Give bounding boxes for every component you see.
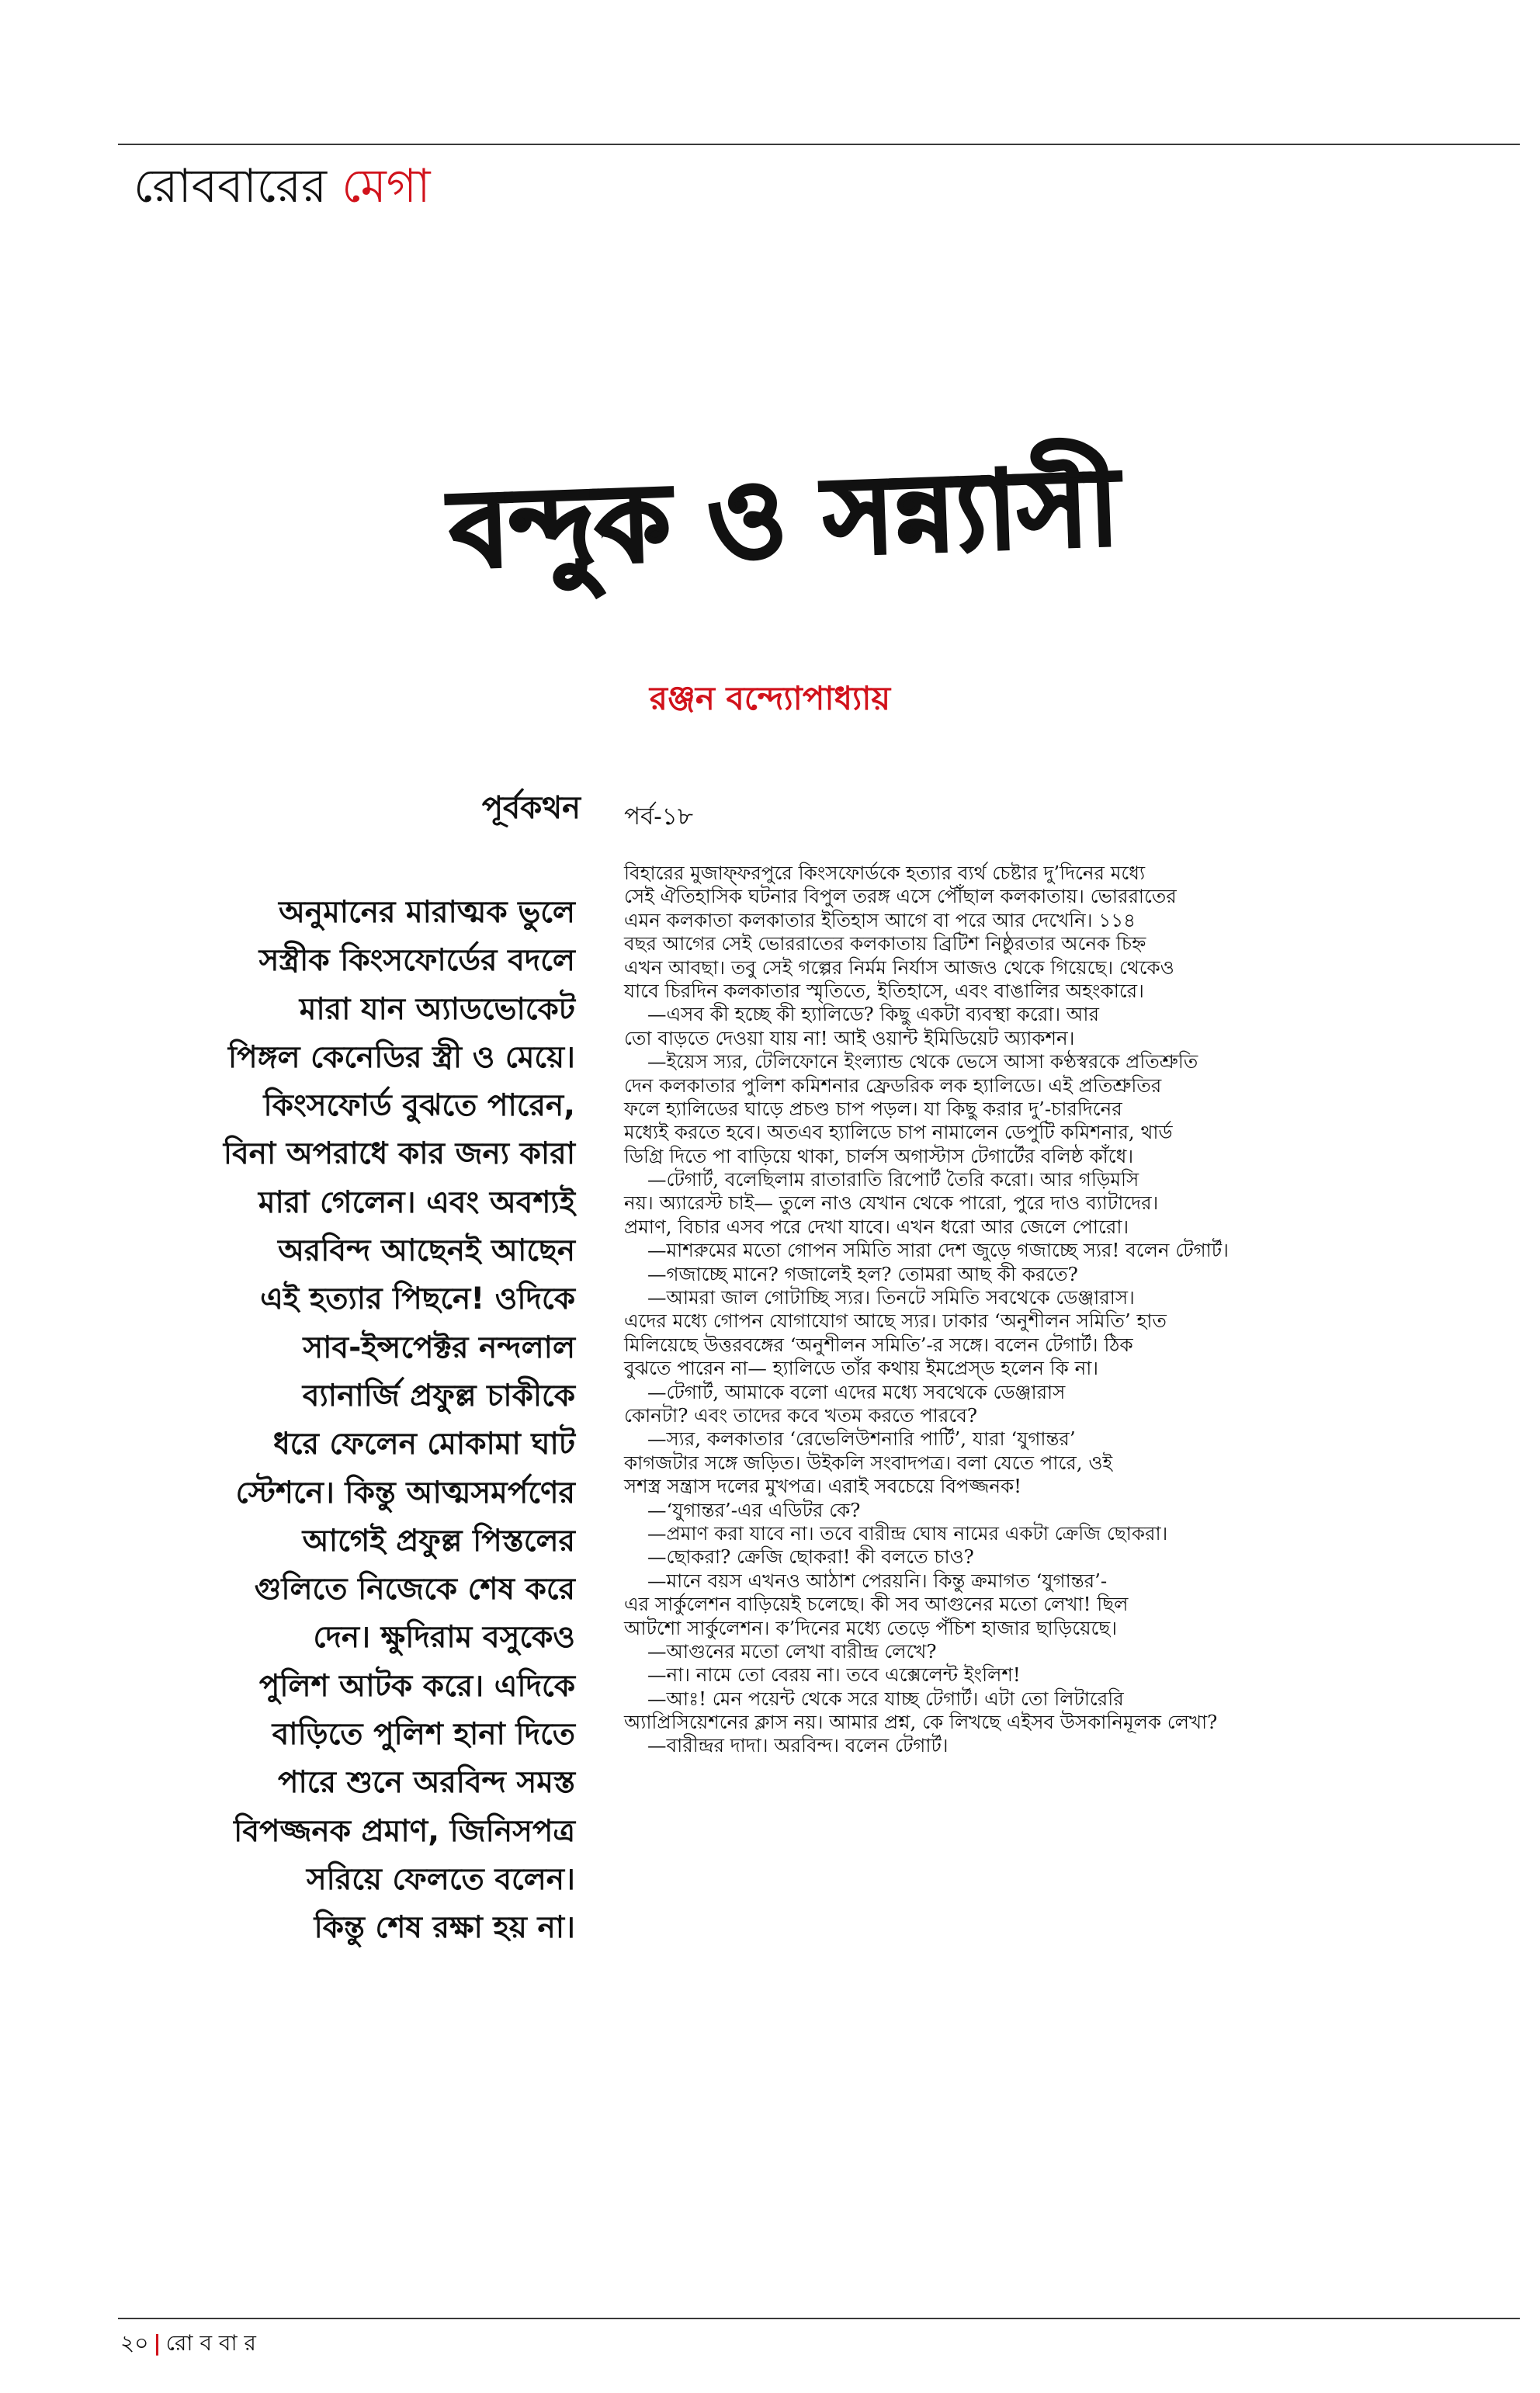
body-line: —স্যর, কলকাতার ‘রেভেলিউশনারি পার্টি’, যারা ‘যুগান্তর’ — [647, 1427, 1076, 1451]
summary-line: ব্যানার্জি প্রফুল্ল চাকীকে — [302, 1378, 575, 1413]
summary-line: মারা যান অ্যাডভোকেট — [299, 991, 575, 1027]
summary-line: পারে শুনে অরবিন্দ সমস্ত — [277, 1765, 575, 1801]
magazine-name: রো ব বা র — [165, 2330, 256, 2356]
bottom-rule — [118, 2318, 1520, 2319]
body-line: —প্রমাণ করা যাবে না। তবে বারীন্দ্র ঘোষ নামের একটা ক্রেজি ছোকরা। — [647, 1521, 1168, 1545]
body-line: নয়। অ্যারেস্ট চাই— তুলে নাও যেখান থেকে পারো, পুরে দাও ব্যাটাদের। — [624, 1191, 1159, 1215]
body-line: মিলিয়েছে উত্তরবঙ্গের ‘অনুশীলন সমিতি’-র সঙ্গে। বলেন টেগার্ট। ঠিক — [624, 1333, 1133, 1356]
body-line: কাগজটার সঙ্গে জড়িত। উইকলি সংবাদপত্র। বলা যেতে পারে, ওই — [624, 1451, 1113, 1474]
summary-line: এই হত্যার পিছনে! ওদিকে — [260, 1281, 575, 1317]
summary-line: গুলিতে নিজেকে শেষ করে — [254, 1572, 575, 1607]
body-line: —আমরা জাল গোটাচ্ছি স্যর। তিনটে সমিতি সবথেকে ডেঞ্জারাস। — [647, 1286, 1135, 1309]
article-body — [624, 862, 1486, 1758]
body-line: যাবে চিরদিন কলকাতার স্মৃতিতে, ইতিহাসে, এবং বাঙালির অহংকারে। — [624, 979, 1144, 1002]
summary-line: সস্ত্রীক কিংসফোর্ডের বদলে — [258, 943, 575, 979]
episode-number: পর্ব-১৮ — [624, 803, 694, 831]
body-line: আটশো সার্কুলেশন। ক’দিনের মধ্যে তেড়ে পঁচিশ হাজার ছাড়িয়েছে। — [624, 1616, 1118, 1639]
body-line: —টেগার্ট, বলেছিলাম রাতারাতি রিপোর্ট তৈরি করো। আর গড়িমসি — [647, 1168, 1139, 1191]
body-line: সেই ঐতিহাসিক ঘটনার বিপুল তরঙ্গ এসে পৌঁছাল কলকাতায়। ভোররাতের — [624, 885, 1177, 908]
body-line: এর সার্কুলেশন বাড়িয়েই চলেছে। কী সব আগুনের মতো লেখা! ছিল — [624, 1593, 1129, 1616]
summary-line: সাব-ইন্সপেক্টর নন্দলাল — [303, 1330, 575, 1365]
summary-line: বিনা অপরাধে কার জন্য কারা — [223, 1136, 575, 1172]
author-byline: রঞ্জন বন্দ্যোপাধ্যায় — [649, 679, 891, 717]
body-line: —আঃ! মেন পয়েন্ট থেকে সরে যাচ্ছ টেগার্ট। এটা তো লিটারেরি — [647, 1687, 1124, 1710]
body-line: —ছোকরা? ক্রেজি ছোকরা! কী বলতে চাও? — [647, 1545, 974, 1569]
body-line: মধ্যেই করতে হবে। অতএব হ্যালিডে চাপ নামালেন ডেপুটি কমিশনার, থার্ড — [624, 1121, 1173, 1144]
body-line: —না। নামে তো বেরয় না। তবে এক্সেলেন্ট ইংলিশ! — [647, 1663, 1021, 1687]
body-line: —গজাচ্ছে মানে? গজালেই হল? তোমরা আছ কী করতে? — [647, 1262, 1078, 1285]
section-header — [134, 159, 431, 213]
summary-line: পুলিশ আটক করে। এদিকে — [258, 1668, 575, 1704]
summary-line: আগেই প্রফুল্ল পিস্তলের — [302, 1523, 575, 1559]
summary-line: পিঙ্গল কেনেডির স্ত্রী ও মেয়ে। — [228, 1039, 575, 1075]
title-text: বন্দুক ও সন্ন্যাসী — [447, 443, 1122, 592]
summary-line: ধরে ফেলেন মোকামা ঘাট — [272, 1427, 575, 1462]
body-line: অ্যাপ্রিসিয়েশনের ক্লাস নয়। আমার প্রশ্ন, কে লিখছে এইসব উসকানিমূলক লেখা? — [624, 1711, 1218, 1734]
summary-line: দেন। ক্ষুদিরাম বসুকেও — [313, 1620, 575, 1656]
body-line: এখন আবছা। তবু সেই গল্পের নির্মম নির্যাস আজও থেকে গিয়েছে। থেকেও — [624, 955, 1174, 979]
summary-line: বাড়িতে পুলিশ হানা দিতে — [272, 1717, 575, 1753]
header-label: রোববারের — [134, 159, 328, 213]
body-line: কোনটা? এবং তাদের কবে খতম করতে পারবে? — [624, 1403, 977, 1427]
summary-line: স্টেশনে। কিন্তু আত্মসমর্পণের — [235, 1475, 575, 1510]
body-line: এদের মধ্যে গোপন যোগাযোগ আছে স্যর। ঢাকার ‘অনুশীলন সমিতি’ হাত — [624, 1309, 1167, 1333]
summary-line: অরবিন্দ আছেনই আছেন — [278, 1233, 575, 1269]
body-line: —ইয়েস স্যর, টেলিফোনে ইংল্যান্ড থেকে ভেসে আসা কণ্ঠস্বরকে প্রতিশ্রুতি — [647, 1050, 1198, 1073]
body-line: তো বাড়তে দেওয়া যায় না! আই ওয়ান্ট ইমিডিয়েট অ্যাকশন। — [624, 1026, 1075, 1049]
body-line: —মাশরুমের মতো গোপন সমিতি সারা দেশ জুড়ে গজাচ্ছে স্যর! বলেন টেগার্ট। — [647, 1239, 1229, 1262]
summary-line: বিপজ্জনক প্রমাণ, জিনিসপত্র — [234, 1813, 575, 1849]
body-line: —বারীন্দ্রর দাদা। অরবিন্দ। বলেন টেগার্ট। — [647, 1734, 949, 1757]
summary-line: মারা গেলেন। এবং অবশ্যই — [258, 1184, 575, 1220]
summary-line: কিংসফোর্ড বুঝতে পারেন, — [263, 1088, 575, 1124]
body-line: ফলে হ্যালিডের ঘাড়ে প্রচণ্ড চাপ পড়ল। যা কিছু করার দু’-চারদিনের — [624, 1097, 1122, 1120]
summary-line: অনুমানের মারাত্মক ভুলে — [279, 895, 575, 930]
body-line: —এসব কী হচ্ছে কী হ্যালিডে? কিছু একটা ব্যবস্থা করো। আর — [647, 1003, 1099, 1026]
top-rule — [118, 144, 1520, 145]
summary-column — [16, 889, 575, 1953]
body-line: সশস্ত্র সন্ত্রাস দলের মুখপত্র। এরাই সবচেয়ে বিপজ্জনক! — [624, 1475, 1022, 1498]
body-line: —টেগার্ট, আমাকে বলো এদের মধ্যে সবথেকে ডেঞ্জারাস — [647, 1380, 1066, 1403]
summary-line: সরিয়ে ফেলতে বলেন। — [306, 1861, 575, 1897]
footer-separator: | — [153, 2330, 161, 2356]
summary-line: কিন্তু শেষ রক্ষা হয় না। — [314, 1910, 575, 1946]
body-line: —আগুনের মতো লেখা বারীন্দ্র লেখে? — [647, 1639, 937, 1663]
page-number: ২০ — [120, 2330, 149, 2356]
header-accent: মেগা — [342, 159, 431, 213]
body-line: —‘যুগান্তর’-এর এডিটর কে? — [647, 1498, 861, 1521]
body-line: বিহারের মুজাফ্ফরপুরে কিংসফোর্ডকে হত্যার ব্যর্থ চেষ্টার দু’দিনের মধ্যে — [624, 862, 1146, 884]
body-line: বছর আগের সেই ভোররাতের কলকাতায় ব্রিটিশ নিষ্ঠুরতার অনেক চিহ্ন — [624, 932, 1146, 955]
page-footer — [120, 2330, 256, 2357]
body-line: বুঝতে পারেন না— হ্যালিডে তাঁর কথায় ইমপ্রেস্ড হলেন কি না। — [624, 1357, 1099, 1380]
body-line: ডিগ্রি দিতে পা বাড়িয়ে থাকা, চার্লস অগাস্টাস টেগার্টের বলিষ্ঠ কাঁধে। — [624, 1144, 1134, 1167]
body-line: প্রমাণ, বিচার এসব পরে দেখা যাবে। এখন ধরো আর জেলে পোরো। — [624, 1215, 1129, 1238]
title-calligraphy — [411, 404, 1157, 605]
body-line: —মানে বয়স এখনও আঠাশ পেরয়নি। কিন্তু ক্রমাগত ‘যুগান্তর’- — [647, 1569, 1108, 1592]
body-line: এমন কলকাতা কলকাতার ইতিহাস আগে বা পরে আর দেখেনি। ১১৪ — [624, 908, 1136, 931]
summary-label: পূর্বকথন — [481, 790, 581, 826]
body-line: দেন কলকাতার পুলিশ কমিশনার ফ্রেডরিক লক হ্যালিডে। এই প্রতিশ্রুতির — [624, 1073, 1162, 1097]
